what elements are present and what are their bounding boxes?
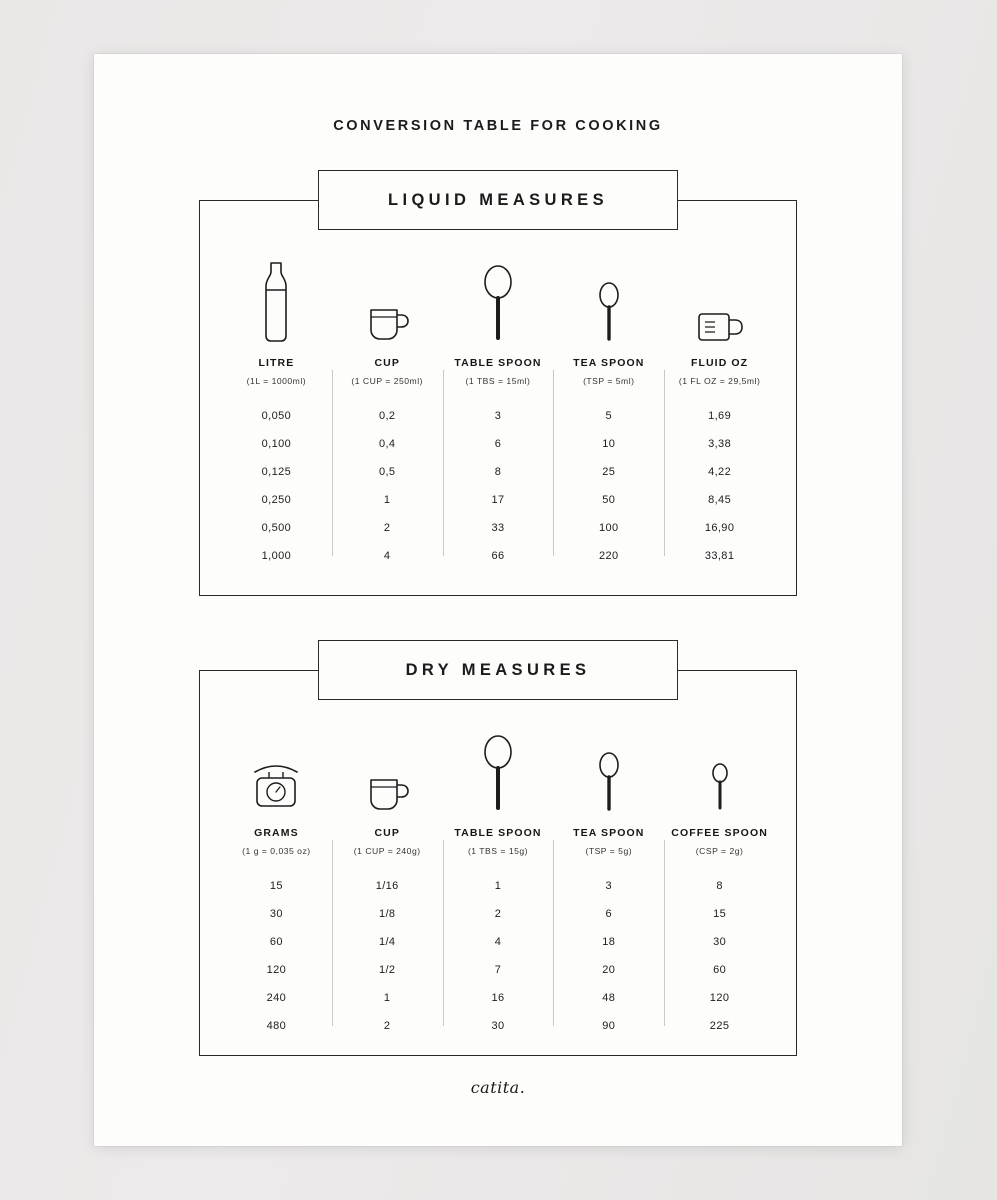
cell: 18 — [602, 936, 616, 948]
cell: 7 — [494, 964, 502, 976]
cell: 0,250 — [261, 494, 292, 506]
conversion-table-poster — [94, 54, 902, 1146]
section-liquid-grid — [199, 230, 797, 586]
bottle-icon — [254, 258, 298, 344]
column-grams-label: GRAMS — [254, 827, 299, 839]
column-grams — [221, 728, 332, 1032]
cell: 2 — [494, 908, 502, 920]
cell: 480 — [266, 1020, 287, 1032]
cell: 30 — [269, 908, 283, 920]
cell: 16 — [491, 992, 505, 1004]
cell: 1/4 — [378, 936, 396, 948]
cell: 2 — [383, 522, 391, 534]
cell: 1 — [494, 880, 502, 892]
cell: 3,38 — [708, 438, 732, 450]
cell: 0,5 — [378, 466, 396, 478]
cell: 15 — [269, 880, 283, 892]
cell: 30 — [491, 1020, 505, 1032]
cell: 1/16 — [375, 880, 399, 892]
cell: 66 — [491, 550, 505, 562]
cell: 90 — [602, 1020, 616, 1032]
cup-icon — [361, 728, 413, 814]
column-tablespoon-sublabel: (1 TBS = 15g) — [467, 846, 529, 856]
column-cup-label: CUP — [374, 357, 400, 369]
tablespoon-icon — [478, 258, 518, 344]
column-cup-sublabel: (1 CUP = 240g) — [353, 846, 421, 856]
column-tablespoon-sublabel: (1 TBS = 15ml) — [465, 376, 531, 386]
cell: 220 — [599, 550, 619, 562]
section-dry-grid — [199, 700, 797, 1056]
cell: 0,500 — [261, 522, 292, 534]
cell: 0,2 — [378, 410, 396, 422]
column-fluidoz-label: FLUID OZ — [690, 357, 749, 369]
cell: 4,22 — [708, 466, 732, 478]
column-litre-sublabel: (1L = 1000ml) — [246, 376, 307, 386]
page-title: CONVERSION TABLE FOR COOKING — [333, 118, 663, 134]
cell: 8,45 — [708, 494, 732, 506]
cell: 15 — [713, 908, 727, 920]
column-fluidoz-sublabel: (1 FL OZ = 29,5ml) — [678, 376, 761, 386]
cell: 33,81 — [704, 550, 735, 562]
cup-icon — [361, 258, 413, 344]
cell: 30 — [713, 936, 727, 948]
column-grams-sublabel: (1 g = 0,035 oz) — [242, 846, 311, 856]
column-litre — [221, 258, 332, 562]
cell: 0,100 — [261, 438, 292, 450]
coffeespoon-icon — [706, 728, 734, 814]
cell: 20 — [602, 964, 616, 976]
tablespoon-icon — [478, 728, 518, 814]
cell: 2 — [383, 1020, 391, 1032]
cell: 120 — [709, 992, 730, 1004]
cell: 10 — [602, 438, 616, 450]
column-teaspoon-liquid — [553, 258, 664, 562]
cell: 1/2 — [378, 964, 396, 976]
column-cup-dry — [332, 728, 443, 1032]
column-cup-label: CUP — [374, 827, 400, 839]
cell: 1,69 — [708, 410, 732, 422]
column-cup-sublabel: (1 CUP = 250ml) — [351, 376, 423, 386]
column-tablespoon-label: TABLE SPOON — [454, 827, 542, 839]
cell: 60 — [269, 936, 283, 948]
column-coffeespoon-sublabel: (CSP = 2g) — [695, 846, 744, 856]
column-teaspoon-label: TEA SPOON — [573, 827, 645, 839]
column-teaspoon-dry — [553, 728, 664, 1032]
cell: 8 — [494, 466, 502, 478]
cell: 3 — [494, 410, 502, 422]
cell: 120 — [266, 964, 287, 976]
cell: 100 — [599, 522, 619, 534]
section-dry-title: DRY MEASURES — [405, 660, 591, 679]
section-dry — [199, 640, 797, 1056]
column-fluidoz — [664, 258, 775, 562]
section-liquid-header — [318, 170, 678, 230]
column-coffeespoon-label: COFFEE SPOON — [671, 827, 768, 839]
cell: 60 — [713, 964, 727, 976]
cell: 1,000 — [261, 550, 292, 562]
cell: 4 — [383, 550, 391, 562]
cell: 0,125 — [261, 466, 292, 478]
section-dry-header — [318, 640, 678, 700]
kitchen-scale-icon — [245, 728, 307, 814]
section-liquid — [199, 170, 797, 596]
cell: 6 — [494, 438, 502, 450]
column-cup-liquid — [332, 258, 443, 562]
cell: 33 — [491, 522, 505, 534]
cell: 4 — [494, 936, 502, 948]
cell: 17 — [491, 494, 505, 506]
cell: 1/8 — [378, 908, 396, 920]
column-coffeespoon — [664, 728, 775, 1032]
cell: 16,90 — [704, 522, 735, 534]
cell: 25 — [602, 466, 616, 478]
column-tablespoon-dry — [443, 728, 554, 1032]
cell: 240 — [266, 992, 287, 1004]
column-teaspoon-sublabel: (TSP = 5ml) — [583, 376, 635, 386]
column-tablespoon-liquid — [443, 258, 554, 562]
cell: 1 — [383, 992, 391, 1004]
cell: 0,4 — [378, 438, 396, 450]
column-litre-label: LITRE — [258, 357, 295, 369]
signature: catita. — [470, 1078, 526, 1097]
cell: 0,050 — [261, 410, 292, 422]
cell: 50 — [602, 494, 616, 506]
column-teaspoon-sublabel: (TSP = 5g) — [585, 846, 633, 856]
cell: 3 — [605, 880, 613, 892]
section-liquid-title: LIQUID MEASURES — [387, 190, 608, 209]
cell: 5 — [605, 410, 613, 422]
cell: 225 — [709, 1020, 730, 1032]
teaspoon-icon — [593, 728, 625, 814]
teaspoon-icon — [593, 258, 625, 344]
column-teaspoon-label: TEA SPOON — [573, 357, 645, 369]
mug-icon — [691, 258, 749, 344]
cell: 6 — [605, 908, 613, 920]
column-tablespoon-label: TABLE SPOON — [454, 357, 542, 369]
cell: 8 — [716, 880, 723, 892]
cell: 1 — [383, 494, 391, 506]
cell: 48 — [602, 992, 616, 1004]
